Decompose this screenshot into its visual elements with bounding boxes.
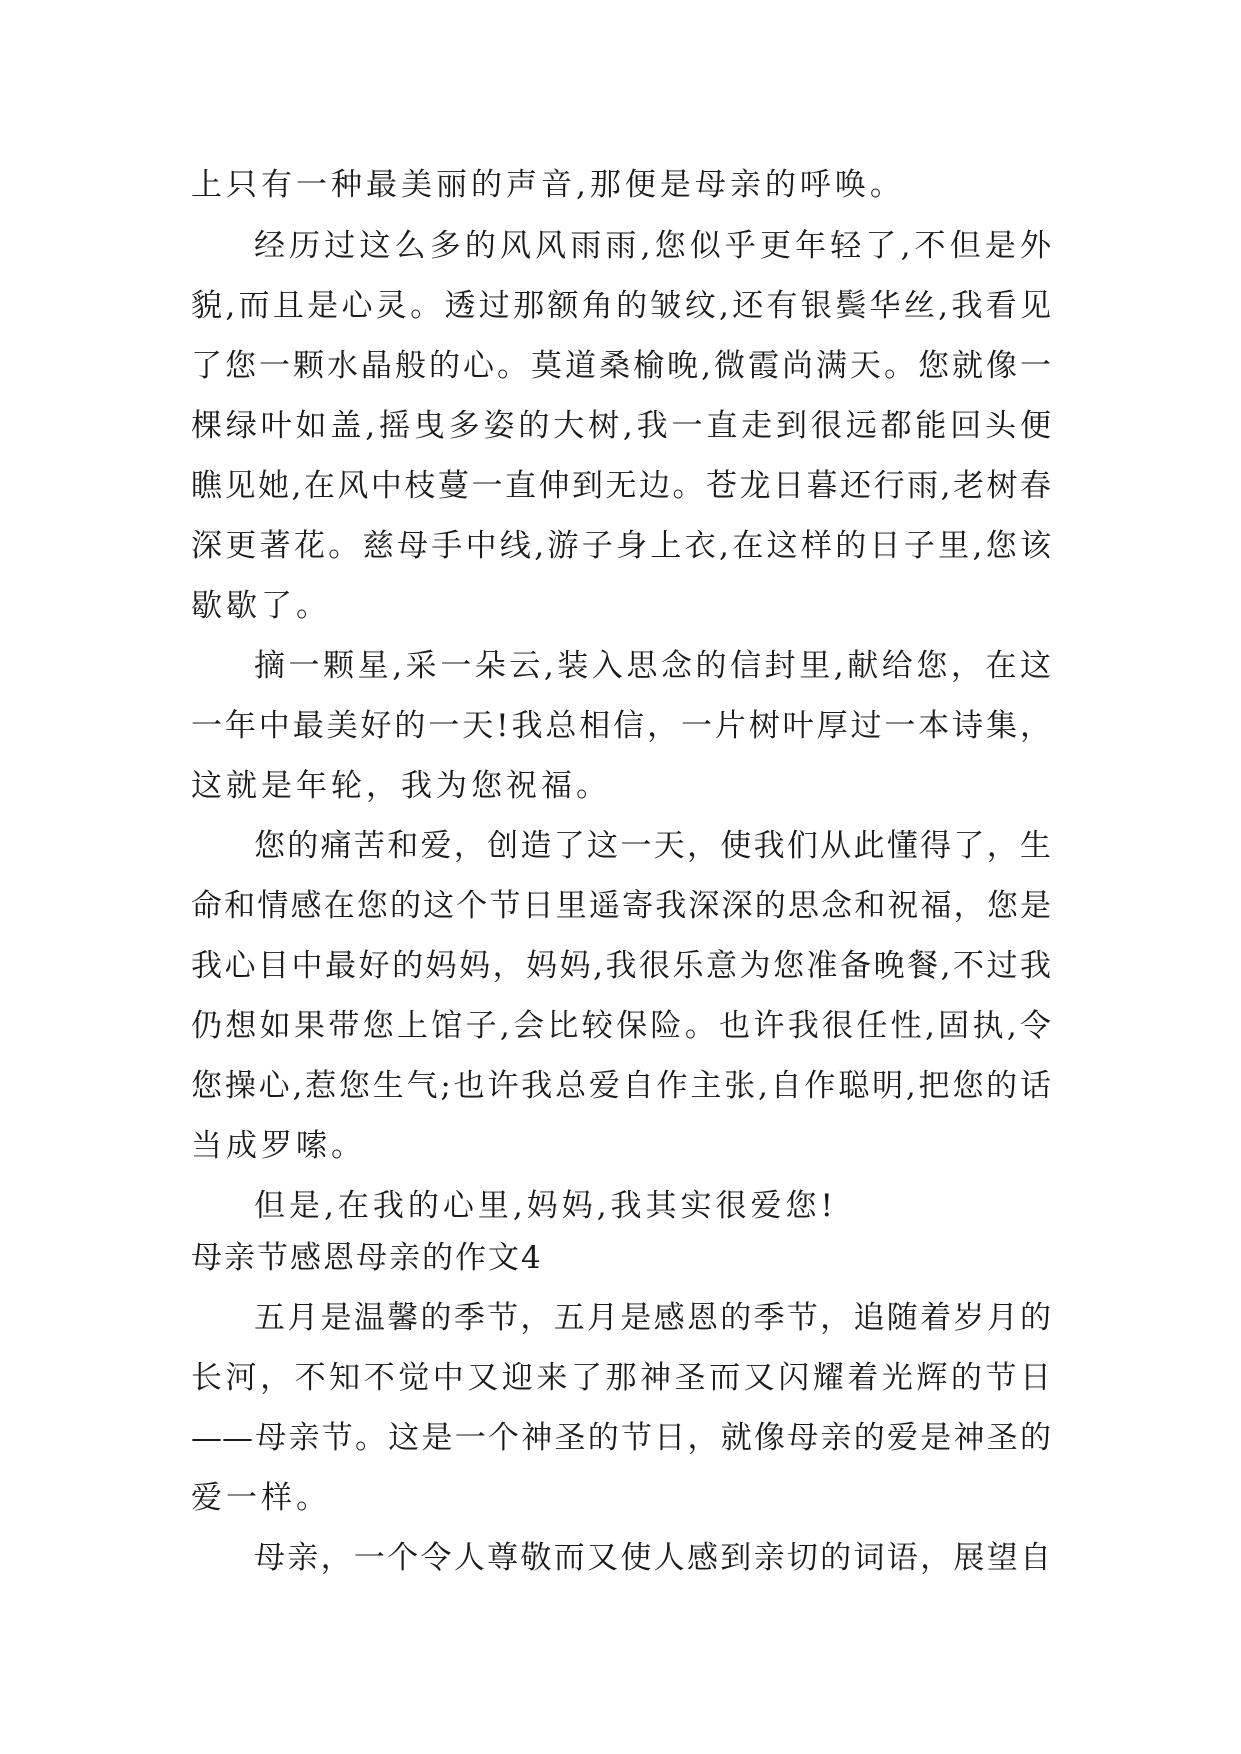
- text-line: 这就是年轮，我为您祝福。: [191, 768, 611, 804]
- text-line: 当成罗嗦。: [191, 1128, 366, 1164]
- text-line: 上只有一种最美丽的声音,那便是母亲的呼唤。: [191, 167, 905, 203]
- text-line: 歇歇了。: [191, 588, 331, 624]
- text-line: 一年中最美好的一天!我总相信，一片树叶厚过一本诗集，: [191, 708, 1051, 744]
- text-line: ——母亲节。这是一个神圣的节日，就像母亲的爱是神圣的: [191, 1420, 1051, 1456]
- section-heading: 母亲节感恩母亲的作文4: [191, 1240, 543, 1276]
- text-line: 瞧见她,在风中枝蔓一直伸到无边。苍龙日暮还行雨,老树春: [191, 468, 1051, 504]
- paragraph-first-line: 您的痛苦和爱，创造了这一天，使我们从此懂得了，生: [254, 828, 1051, 864]
- text-line: 命和情感在您的这个节日里遥寄我深深的思念和祝福，您是: [191, 888, 1051, 924]
- paragraph-first-line: 摘一颗星,采一朵云,装入思念的信封里,献给您，在这: [254, 648, 1051, 684]
- text-line: 我心目中最好的妈妈，妈妈,我很乐意为您准备晚餐,不过我: [191, 948, 1051, 984]
- text-line: 了您一颗水晶般的心。莫道桑榆晚,微霞尚满天。您就像一: [191, 348, 1051, 384]
- text-line: 您操心,惹您生气;也许我总爱自作主张,自作聪明,把您的话: [191, 1068, 1051, 1104]
- text-line: 深更著花。慈母手中线,游子身上衣,在这样的日子里,您该: [191, 528, 1051, 564]
- text-line: 貌,而且是心灵。透过那额角的皱纹,还有银鬓华丝,我看见: [191, 288, 1051, 324]
- text-line: 爱一样。: [191, 1480, 331, 1516]
- paragraph-first-line: 五月是温馨的季节，五月是感恩的季节，追随着岁月的: [254, 1300, 1051, 1336]
- paragraph-first-line: 经历过这么多的风风雨雨,您似乎更年轻了,不但是外: [254, 228, 1051, 264]
- text-line: 棵绿叶如盖,摇曳多姿的大树,我一直走到很远都能回头便: [191, 408, 1051, 444]
- paragraph-first-line: 但是,在我的心里,妈妈,我其实很爱您!: [254, 1188, 838, 1224]
- paragraph-first-line: 母亲，一个令人尊敬而又使人感到亲切的词语，展望自: [254, 1540, 1051, 1576]
- text-line: 长河，不知不觉中又迎来了那神圣而又闪耀着光辉的节日: [191, 1360, 1051, 1396]
- text-line: 仍想如果带您上馆子,会比较保险。也许我很任性,固执,令: [191, 1008, 1051, 1044]
